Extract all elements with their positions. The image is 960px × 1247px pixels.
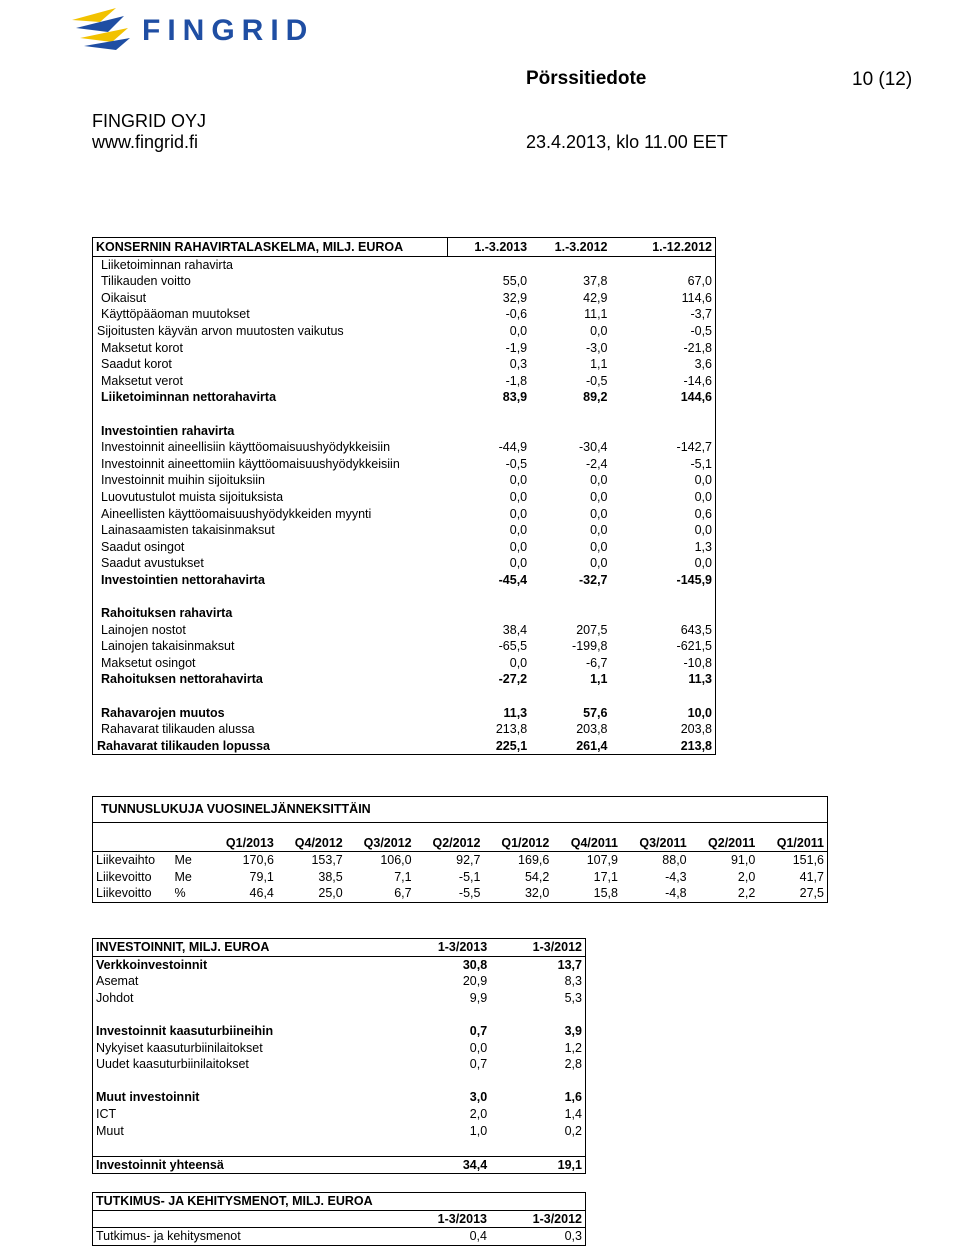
investments-row-value xyxy=(490,1139,585,1156)
cashflow-row-value: 67,0 xyxy=(687,274,712,289)
cashflow-row-value: 83,9 xyxy=(502,390,528,405)
cashflow-row-label: Käyttöpääoman muutokset xyxy=(101,307,250,322)
investments-row-label xyxy=(93,1139,396,1156)
cashflow-row-label: Rahavarojen muutos xyxy=(101,705,225,720)
cashflow-row xyxy=(93,688,716,705)
kpi-row-value: 92,7 xyxy=(456,853,481,867)
cashflow-row-value: -142,7 xyxy=(676,440,712,455)
kpi-row-unit: Me xyxy=(174,869,192,884)
cashflow-row-value: 38,4 xyxy=(502,622,528,637)
investments-row xyxy=(93,1073,586,1090)
cashflow-row-value: 213,8 xyxy=(495,722,528,737)
rnd-row-value: 0,4 xyxy=(469,1229,487,1244)
rnd-row-value: 0,3 xyxy=(564,1229,582,1244)
rnd-table xyxy=(92,1192,586,1246)
kpi-row-value: -5,1 xyxy=(458,869,481,884)
kpi-quarter-header-cell: Q4/2011 xyxy=(552,835,621,852)
company-url[interactable]: www.fingrid.fi xyxy=(92,132,199,152)
investments-row-value: 0,7 xyxy=(469,1057,488,1072)
cashflow-row xyxy=(93,389,716,406)
cashflow-row-value: 0,0 xyxy=(590,489,608,504)
cashflow-row xyxy=(93,588,716,605)
investments-row xyxy=(93,1106,586,1123)
rnd-header-row xyxy=(93,1210,586,1228)
cashflow-row-value xyxy=(611,256,716,273)
cashflow-row-value xyxy=(530,605,610,622)
cashflow-row-value: -5,1 xyxy=(690,456,712,471)
cashflow-row-value: 0,0 xyxy=(509,556,528,571)
cashflow-row-value: 11,3 xyxy=(688,672,712,687)
cashflow-row-value: -1,9 xyxy=(505,340,528,355)
kpi-row-value: 2,0 xyxy=(737,869,756,884)
investments-row-value: 2,8 xyxy=(564,1057,582,1072)
kpi-row-value: 27,5 xyxy=(799,886,824,900)
cashflow-row xyxy=(93,622,716,639)
cashflow-table xyxy=(92,237,716,755)
investments-row-label: Nykyiset kaasuturbiinilaitokset xyxy=(96,1040,263,1055)
kpi-title-row xyxy=(93,797,828,823)
cashflow-row-label: Investoinnit aineettomiin käyttöomaisuushyödykkeisiin xyxy=(101,456,400,471)
investments-row-value: 13,7 xyxy=(557,957,582,972)
cashflow-row xyxy=(93,638,716,655)
cashflow-row-value: 57,6 xyxy=(583,705,608,720)
kpi-row xyxy=(93,885,828,902)
kpi-row xyxy=(93,869,828,886)
cashflow-row-value: -3,7 xyxy=(690,307,712,322)
cashflow-row-label: Rahoituksen rahavirta xyxy=(101,606,233,621)
kpi-row-value: 2,2 xyxy=(737,886,756,900)
cashflow-row xyxy=(93,539,716,556)
cashflow-row-value: 11,1 xyxy=(584,307,608,322)
investments-row-label: Investoinnit kaasuturbiineihin xyxy=(96,1023,274,1038)
cashflow-row-value: 213,8 xyxy=(680,738,712,753)
investments-row-value: 5,3 xyxy=(564,990,582,1005)
kpi-quarter-header-cell: Q3/2012 xyxy=(346,835,415,852)
cashflow-row xyxy=(93,423,716,440)
cashflow-row-value: 0,0 xyxy=(509,539,528,554)
kpi-row-label: Liikevoitto xyxy=(96,869,152,884)
kpi-row-unit: % xyxy=(174,886,186,900)
cashflow-row-value xyxy=(611,588,716,605)
investments-row-value: 0,7 xyxy=(469,1023,488,1038)
cashflow-row-value: -6,7 xyxy=(585,655,608,670)
kpi-row-value: 79,1 xyxy=(249,869,274,884)
investments-row-label xyxy=(93,1073,396,1090)
document-type: Pörssitiedote xyxy=(526,68,647,89)
cashflow-row-label: Rahavarat tilikauden alussa xyxy=(101,722,255,737)
cashflow-row-value: 114,6 xyxy=(681,290,712,305)
cashflow-row xyxy=(93,290,716,307)
cashflow-row-value: 203,8 xyxy=(576,722,608,737)
cashflow-row-value: 0,0 xyxy=(509,473,528,488)
rnd-title: TUTKIMUS- JA KEHITYSMENOT, MILJ. EUROA xyxy=(93,1193,586,1211)
kpi-quarter-header-cell: Q1/2012 xyxy=(483,835,552,852)
cashflow-row-value: 0,0 xyxy=(590,506,608,521)
cashflow-row-value xyxy=(530,406,610,423)
cashflow-row xyxy=(93,605,716,622)
cashflow-row-value: -45,4 xyxy=(498,572,528,587)
cashflow-row xyxy=(93,306,716,323)
investments-row xyxy=(93,1139,586,1156)
cashflow-row xyxy=(93,406,716,423)
cashflow-row-value: 0,6 xyxy=(694,506,712,521)
cashflow-row-label xyxy=(93,588,448,605)
cashflow-row-value: 0,0 xyxy=(509,523,528,538)
cashflow-row-label: Lainasaamisten takaisinmaksut xyxy=(101,523,275,538)
kpi-row-value: 15,8 xyxy=(593,886,618,900)
rnd-row xyxy=(93,1228,586,1246)
cashflow-row xyxy=(93,456,716,473)
cashflow-row-value: -0,5 xyxy=(690,323,712,338)
investments-total-label: Investoinnit yhteensä xyxy=(93,1156,396,1174)
cashflow-title: KONSERNIN RAHAVIRTALASKELMA, MILJ. EUROA xyxy=(93,238,448,257)
cashflow-row-value xyxy=(611,406,716,423)
kpi-row-unit: Me xyxy=(174,853,192,867)
cashflow-row-value xyxy=(448,688,531,705)
cashflow-row-value: 0,0 xyxy=(590,323,608,338)
kpi-row-value: 91,0 xyxy=(730,853,756,867)
cashflow-row-value: 1,1 xyxy=(590,672,608,687)
cashflow-row-value: 3,6 xyxy=(694,357,712,372)
kpi-row xyxy=(93,852,828,869)
kpi-row-value: 153,7 xyxy=(311,853,343,867)
cashflow-row-label: Luovutustulot muista sijoituksista xyxy=(101,489,284,504)
cashflow-row-label: Liiketoiminnan rahavirta xyxy=(101,257,234,272)
investments-row-value: 0,0 xyxy=(469,1040,488,1055)
cashflow-row-label: Maksetut osingot xyxy=(101,655,196,670)
investments-row xyxy=(93,990,586,1007)
release-date: 23.4.2013, klo 11.00 EET xyxy=(526,132,728,152)
cashflow-row-value xyxy=(448,588,531,605)
cashflow-row-value: 0,0 xyxy=(590,473,608,488)
cashflow-row-label: Lainojen takaisinmaksut xyxy=(101,639,235,654)
rnd-col-header: 1-3/2013 xyxy=(395,1210,490,1228)
cashflow-row-value: 0,0 xyxy=(509,323,528,338)
cashflow-row xyxy=(93,489,716,506)
cashflow-row-label: Investoinnit aineellisiin käyttöomaisuushyödykkeisiin xyxy=(101,440,391,455)
cashflow-row-value: 0,0 xyxy=(694,473,712,488)
investments-row-value: 1,0 xyxy=(469,1123,488,1138)
investments-row xyxy=(93,1006,586,1023)
cashflow-row-label xyxy=(93,406,448,423)
cashflow-row-value: 0,0 xyxy=(509,506,528,521)
cashflow-row-value: 89,2 xyxy=(583,390,608,405)
cashflow-col-header: 1.-3.2012 xyxy=(530,238,610,257)
cashflow-row-value xyxy=(530,423,610,440)
cashflow-row-label: Lainojen nostot xyxy=(101,622,186,637)
cashflow-row-value: 261,4 xyxy=(576,738,608,753)
investments-row-label: ICT xyxy=(96,1106,117,1121)
investments-row-label: Asemat xyxy=(96,974,139,989)
cashflow-row-value: 42,9 xyxy=(583,290,608,305)
investments-row xyxy=(93,1123,586,1140)
investments-col-header: 1-3/2012 xyxy=(490,939,585,957)
investments-row-value: 3,9 xyxy=(564,1023,582,1038)
page-number: 10 (12) xyxy=(852,69,913,90)
cashflow-row-value: -0,5 xyxy=(505,456,528,471)
cashflow-row-value: 55,0 xyxy=(502,274,528,289)
cashflow-row xyxy=(93,705,716,722)
investments-row-value: 1,4 xyxy=(564,1106,582,1121)
cashflow-row xyxy=(93,323,716,340)
investments-row-value xyxy=(395,1006,490,1023)
cashflow-row-value xyxy=(611,605,716,622)
investments-row-label: Muut xyxy=(96,1123,124,1138)
investments-row-value: 20,9 xyxy=(462,974,488,989)
kpi-row-value: 41,7 xyxy=(799,869,824,884)
cashflow-row-label: Saadut osingot xyxy=(101,539,185,554)
cashflow-row-value: 37,8 xyxy=(583,274,608,289)
cashflow-row-value xyxy=(448,605,531,622)
rnd-row-label: Tutkimus- ja kehitysmenot xyxy=(96,1229,241,1244)
cashflow-row-label: Rahoituksen nettorahavirta xyxy=(101,672,263,687)
kpi-row-value: 106,0 xyxy=(380,853,412,867)
kpi-row-value: 170,6 xyxy=(242,853,274,867)
cashflow-row xyxy=(93,439,716,456)
kpi-spacer xyxy=(93,822,828,835)
cashflow-row-value xyxy=(448,406,531,423)
cashflow-row-value: 1,1 xyxy=(590,357,608,372)
cashflow-row-value: -2,4 xyxy=(585,456,608,471)
investments-row-value: 2,0 xyxy=(469,1106,488,1121)
investments-total-value: 34,4 xyxy=(395,1156,490,1174)
investments-row xyxy=(93,1040,586,1057)
cashflow-row-value: -27,2 xyxy=(498,672,528,687)
investments-row-label: Johdot xyxy=(96,990,134,1005)
investments-title: INVESTOINNIT, MILJ. EUROA xyxy=(93,939,396,957)
cashflow-row-value: 643,5 xyxy=(680,622,712,637)
cashflow-row-value: 207,5 xyxy=(576,622,608,637)
cashflow-col-header: 1.-3.2013 xyxy=(448,238,531,257)
kpi-quarter-header-cell: Q3/2011 xyxy=(621,835,690,852)
investments-row xyxy=(93,973,586,990)
cashflow-row-value: 0,0 xyxy=(509,489,528,504)
kpi-row-value: 7,1 xyxy=(394,869,412,884)
cashflow-col-header: 1.-12.2012 xyxy=(611,238,716,257)
cashflow-row-label: Investointien nettorahavirta xyxy=(101,572,265,587)
kpi-quarter-header-cell: Q2/2012 xyxy=(415,835,484,852)
kpi-row-value: 32,0 xyxy=(524,886,550,900)
cashflow-row-value: 203,8 xyxy=(680,722,712,737)
cashflow-row-value: -145,9 xyxy=(676,572,712,587)
kpi-row-value: 151,6 xyxy=(792,853,824,867)
kpi-quarter-header-cell: Q1/2011 xyxy=(758,835,827,852)
rnd-col-header: 1-3/2012 xyxy=(490,1210,586,1228)
cashflow-row-value: 10,0 xyxy=(687,705,712,720)
investments-table xyxy=(92,938,586,1174)
cashflow-row-value: -32,7 xyxy=(579,572,608,587)
cashflow-row-value xyxy=(530,256,610,273)
investments-row-value xyxy=(490,1073,585,1090)
cashflow-row xyxy=(93,506,716,523)
cashflow-row-label: Saadut korot xyxy=(101,357,172,372)
kpi-row-label: Liikevaihto xyxy=(96,853,156,867)
cashflow-row-value: -0,5 xyxy=(585,373,608,388)
cashflow-row-value: 0,0 xyxy=(694,556,712,571)
cashflow-row-value xyxy=(448,256,531,273)
cashflow-row-value: -14,6 xyxy=(683,373,712,388)
kpi-row-value: 38,5 xyxy=(318,869,343,884)
cashflow-row-value xyxy=(530,688,610,705)
cashflow-row-label: Saadut avustukset xyxy=(101,556,204,571)
cashflow-row-value: -621,5 xyxy=(676,639,712,654)
cashflow-row xyxy=(93,256,716,273)
cashflow-row-label: Investoinnit muihin sijoituksiin xyxy=(101,473,265,488)
investments-row-label: Muut investoinnit xyxy=(96,1090,200,1105)
cashflow-row-value: -65,5 xyxy=(498,639,528,654)
kpi-row-label: Liikevoitto xyxy=(96,886,152,900)
investments-row-value: 1,6 xyxy=(564,1090,582,1105)
cashflow-row xyxy=(93,273,716,290)
cashflow-row-label: Rahavarat tilikauden lopussa xyxy=(97,738,270,753)
kpi-quarter-header xyxy=(93,835,828,852)
cashflow-row-value: -10,8 xyxy=(683,655,712,670)
cashflow-row xyxy=(93,555,716,572)
investments-row-value: 1,2 xyxy=(564,1040,582,1055)
investments-row-value: 9,9 xyxy=(469,990,488,1005)
cashflow-row-value: -3,0 xyxy=(585,340,608,355)
cashflow-row-label: Liiketoiminnan nettorahavirta xyxy=(101,390,277,405)
cashflow-row-value: 11,3 xyxy=(503,705,528,720)
investments-row-label: Verkkoinvestoinnit xyxy=(96,957,208,972)
kpi-table xyxy=(92,796,828,903)
cashflow-row-value: 0,0 xyxy=(590,523,608,538)
cashflow-row xyxy=(93,738,716,755)
cashflow-row xyxy=(93,472,716,489)
cashflow-row-value: 225,1 xyxy=(495,738,528,753)
investments-row-value xyxy=(395,1073,490,1090)
cashflow-row xyxy=(93,373,716,390)
investments-total-value: 19,1 xyxy=(490,1156,585,1174)
cashflow-row-value: -1,8 xyxy=(505,373,528,388)
cashflow-row-value: -199,8 xyxy=(572,639,608,654)
investments-row-value xyxy=(395,1139,490,1156)
investments-row-label xyxy=(93,1006,396,1023)
cashflow-row-label: Maksetut verot xyxy=(101,373,183,388)
investments-total-row xyxy=(93,1156,586,1174)
cashflow-row-label: Sijoitusten käyvän arvon muutosten vaikutus xyxy=(97,323,344,338)
cashflow-row-value: 32,9 xyxy=(502,290,528,305)
cashflow-row-label: Investointien rahavirta xyxy=(101,423,235,438)
rnd-title-row xyxy=(93,1193,586,1211)
kpi-row-value: 17,1 xyxy=(593,869,618,884)
kpi-row-value: 46,4 xyxy=(249,886,274,900)
cashflow-row-value: -44,9 xyxy=(498,440,528,455)
company-name: FINGRID OYJ xyxy=(92,111,207,131)
cashflow-row-value xyxy=(448,423,531,440)
kpi-row-value: -5,5 xyxy=(458,886,481,900)
kpi-row-value: 6,7 xyxy=(394,886,412,900)
cashflow-row-value: 0,3 xyxy=(509,357,528,372)
cashflow-row-value: -0,6 xyxy=(505,307,528,322)
kpi-row-value: -4,8 xyxy=(665,886,687,900)
cashflow-row-value: -30,4 xyxy=(579,440,608,455)
cashflow-row xyxy=(93,356,716,373)
kpi-row-value: 169,6 xyxy=(518,853,550,867)
investments-row-label: Uudet kaasuturbiinilaitokset xyxy=(96,1057,249,1072)
investments-row-value: 8,3 xyxy=(564,974,582,989)
cashflow-row-value: 144,6 xyxy=(680,390,712,405)
cashflow-row-value: 0,0 xyxy=(590,556,608,571)
cashflow-header-row xyxy=(93,238,716,257)
kpi-quarter-header-cell: Q4/2012 xyxy=(277,835,346,852)
kpi-row-value: 25,0 xyxy=(318,886,343,900)
kpi-row-value: -4,3 xyxy=(665,869,687,884)
cashflow-row-label: Tilikauden voitto xyxy=(101,274,191,289)
cashflow-row-value xyxy=(611,423,716,440)
cashflow-row xyxy=(93,655,716,672)
kpi-quarter-header-cell: Q1/2013 xyxy=(208,835,277,852)
investments-row xyxy=(93,1089,586,1106)
cashflow-row xyxy=(93,572,716,589)
cashflow-row-value xyxy=(530,588,610,605)
kpi-quarter-header-cell: Q2/2011 xyxy=(690,835,759,852)
investments-row xyxy=(93,1023,586,1040)
cashflow-row-value: 0,0 xyxy=(590,539,608,554)
investments-row-value: 30,8 xyxy=(462,957,488,972)
logo-wordmark: FINGRID xyxy=(142,14,315,47)
investments-row-value: 3,0 xyxy=(469,1090,488,1105)
cashflow-row-value: -21,8 xyxy=(683,340,712,355)
cashflow-row-label: Maksetut korot xyxy=(101,340,183,355)
kpi-row-value: 88,0 xyxy=(662,853,687,867)
cashflow-row-value: 1,3 xyxy=(694,539,712,554)
investments-row-value xyxy=(490,1006,585,1023)
investments-row-value: 0,2 xyxy=(564,1123,582,1138)
cashflow-row-value: 0,0 xyxy=(509,655,528,670)
cashflow-row-label xyxy=(93,688,448,705)
cashflow-row xyxy=(93,522,716,539)
cashflow-row xyxy=(93,721,716,738)
cashflow-row-value xyxy=(611,688,716,705)
cashflow-row-value: 0,0 xyxy=(694,489,712,504)
kpi-row-value: 107,9 xyxy=(586,853,618,867)
kpi-title: TUNNUSLUKUJA VUOSINELJÄNNEKSITTÄIN xyxy=(93,797,828,823)
kpi-row-value: 54,2 xyxy=(524,869,550,884)
cashflow-row xyxy=(93,671,716,688)
cashflow-row-value: 0,0 xyxy=(694,523,712,538)
investments-row xyxy=(93,956,586,973)
cashflow-row xyxy=(93,340,716,357)
cashflow-row-label: Aineellisten käyttöomaisuushyödykkeiden myynti xyxy=(101,506,372,521)
investments-row xyxy=(93,1056,586,1073)
investments-col-header: 1-3/2013 xyxy=(395,939,490,957)
investments-header-row xyxy=(93,939,586,957)
cashflow-row-label: Oikaisut xyxy=(101,290,147,305)
